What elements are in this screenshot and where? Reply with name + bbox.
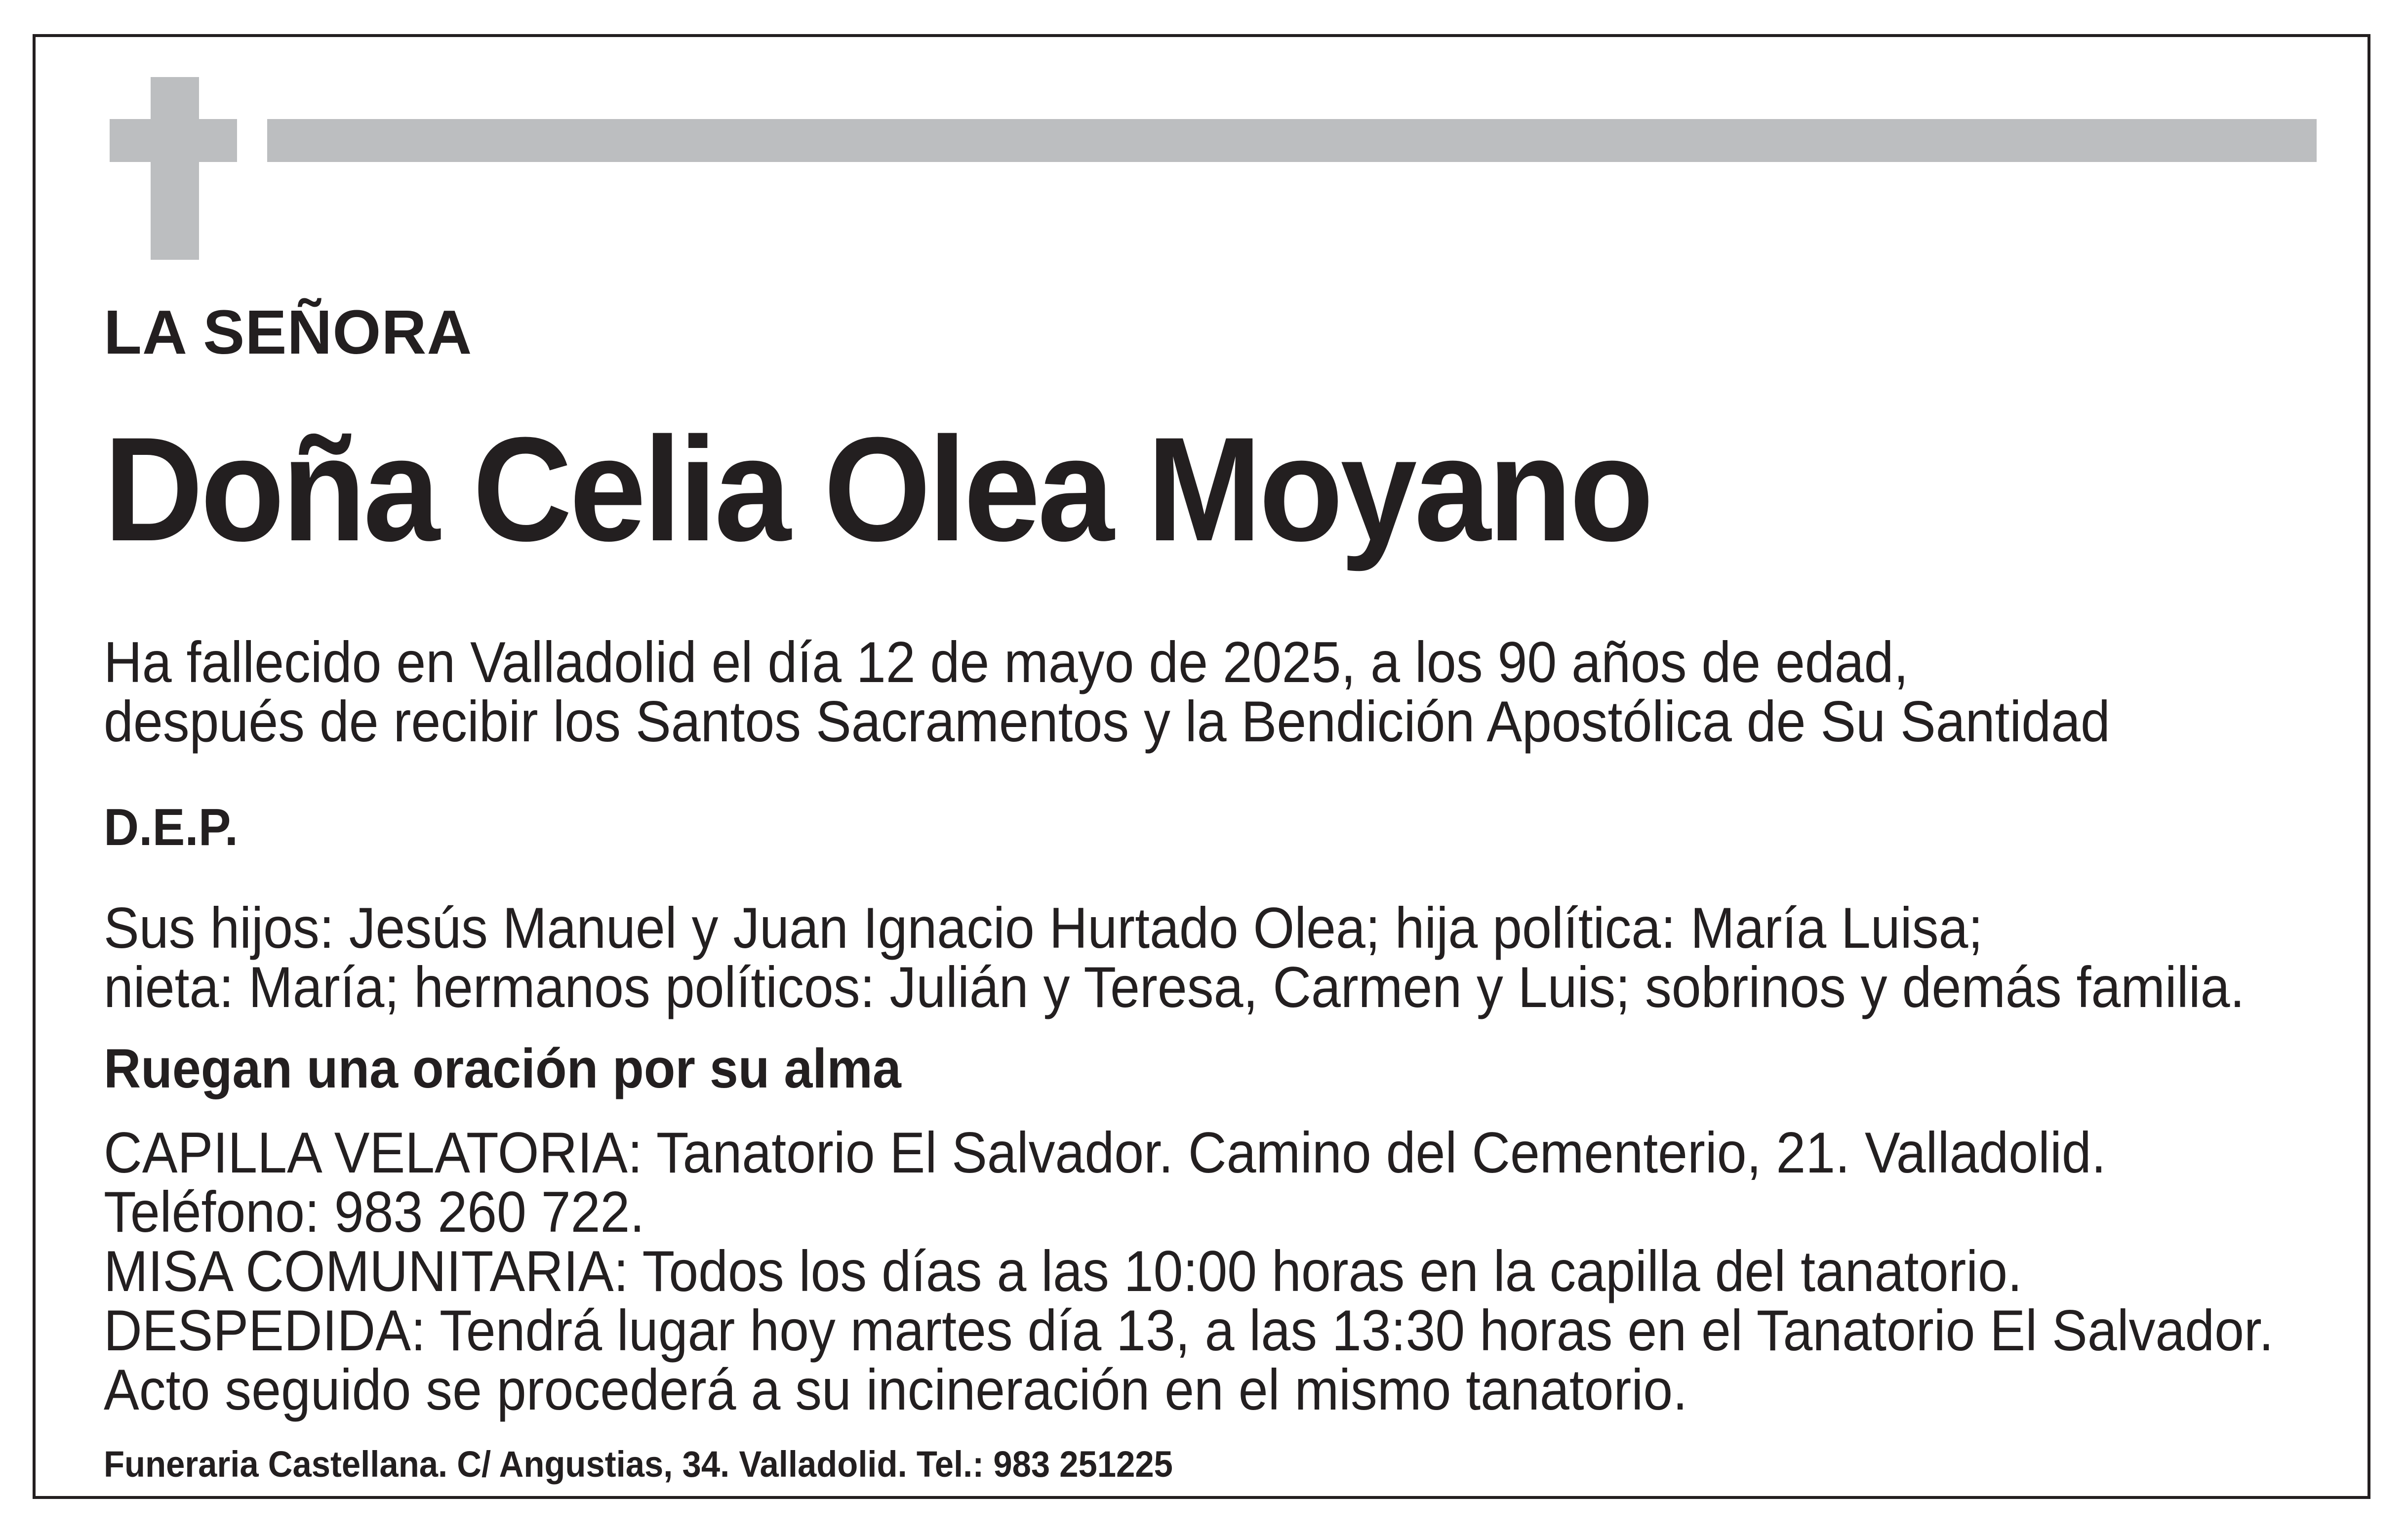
rip-label: D.E.P. — [104, 798, 239, 856]
service-line-3: MISA COMUNITARIA: Todos los días a las 10:00 horas en la capilla del tanatorio. — [104, 1239, 2022, 1303]
deceased-name: Doña Celia Olea Moyano — [104, 406, 1651, 572]
cross-vertical-bar — [151, 77, 199, 260]
death-line-1: Ha fallecido en Valladolid el día 12 de mayo de 2025, a los 90 años de edad, — [104, 630, 1909, 694]
notice-intro: LA SEÑORA — [104, 297, 473, 367]
family-line-1: Sus hijos: Jesús Manuel y Juan Ignacio Hurtado Olea; hija política: María Luisa; — [104, 895, 1983, 960]
top-rule — [267, 119, 2317, 162]
funeral-home-footer: Funeraria Castellana. C/ Angustias, 34. Valladolid. Tel.: 983 251225 — [104, 1444, 1173, 1485]
family-line-2: nieta: María; hermanos políticos: Julián y Teresa, Carmen y Luis; sobrinos y demás familia. — [104, 955, 2245, 1019]
service-line-5: Acto seguido se procederá a su incineración en el mismo tanatorio. — [104, 1357, 1688, 1422]
prayer-request: Ruegan una oración por su alma — [104, 1038, 901, 1099]
death-line-2: después de recibir los Santos Sacramentos y la Bendición Apostólica de Su Santidad — [104, 689, 2110, 754]
service-line-4: DESPEDIDA: Tendrá lugar hoy martes día 13, a las 13:30 horas en el Tanatorio El Salvador. — [104, 1298, 2274, 1363]
service-line-2: Teléfono: 983 260 722. — [104, 1179, 645, 1244]
cross-horizontal-bar — [110, 119, 237, 162]
service-line-1: CAPILLA VELATORIA: Tanatorio El Salvador. Camino del Cementerio, 21. Valladolid. — [104, 1120, 2106, 1185]
